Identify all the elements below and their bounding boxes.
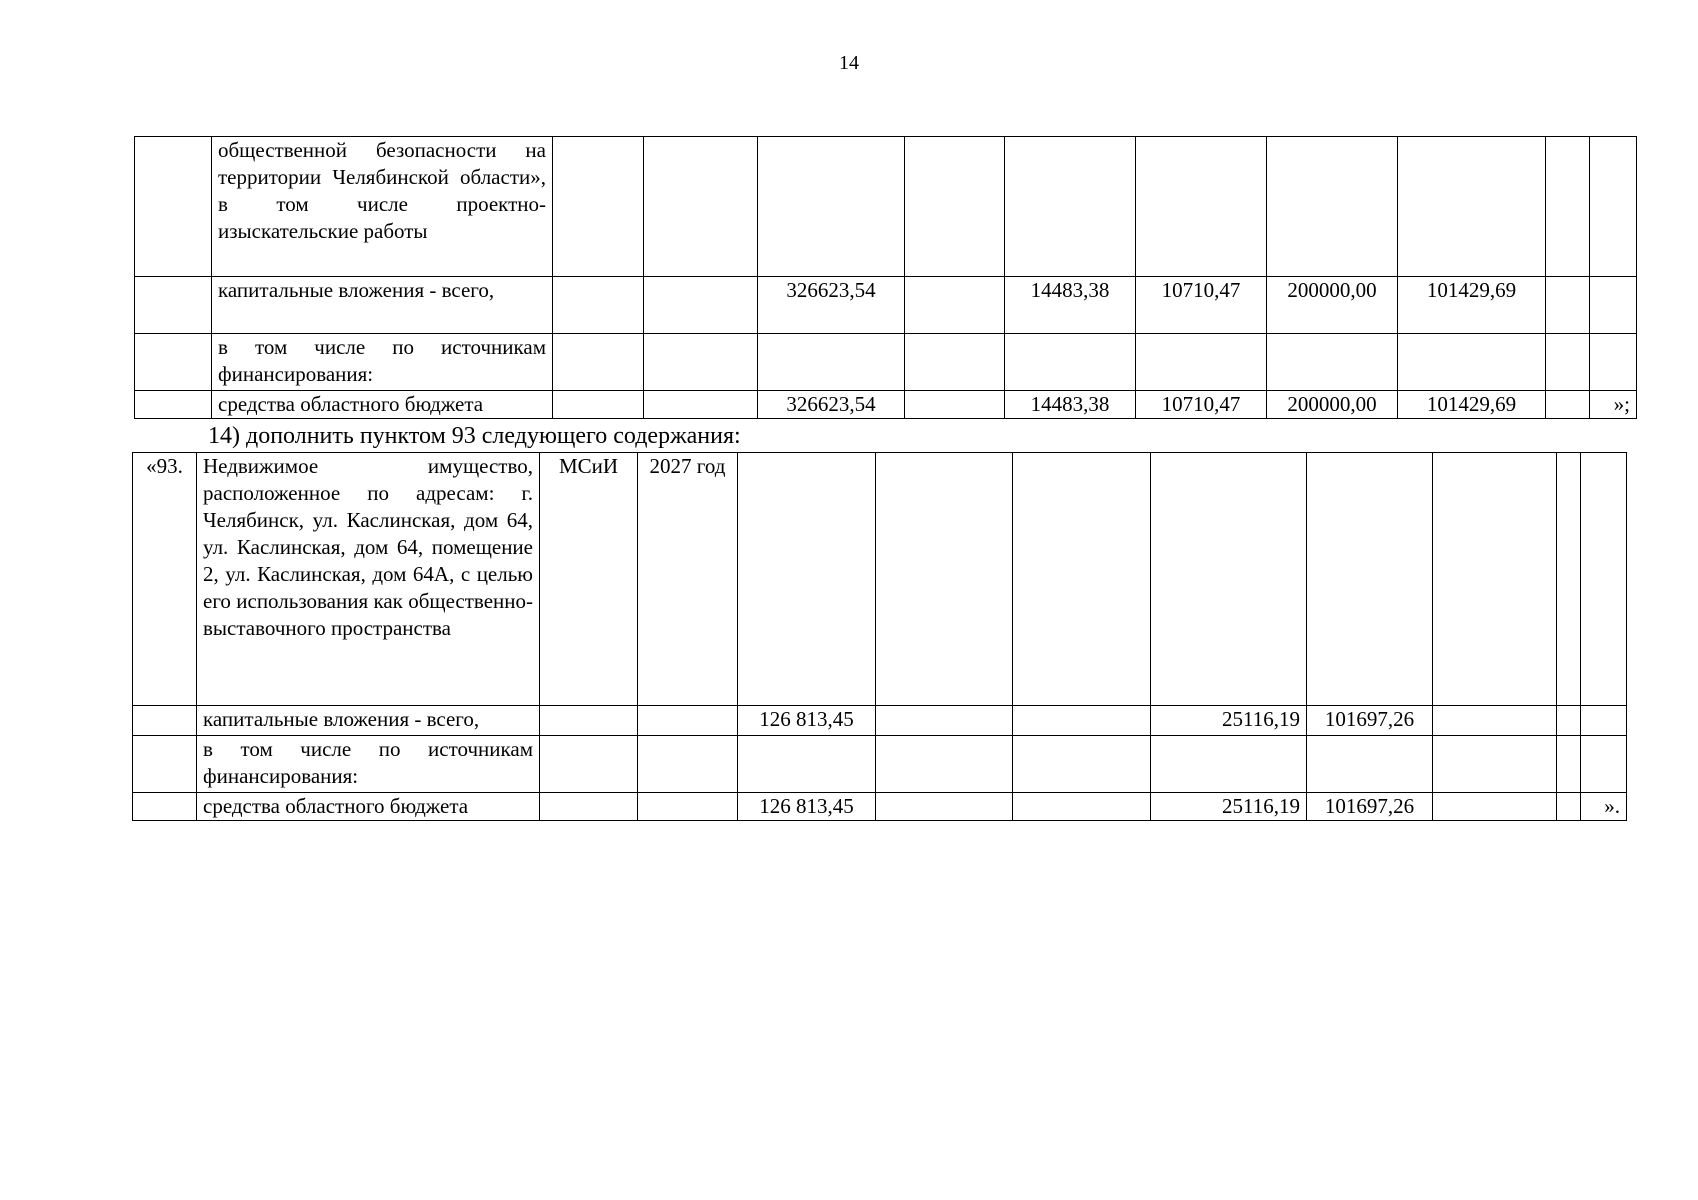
closing-mark-cell (1590, 277, 1637, 334)
amount-cell: 326623,54 (758, 277, 905, 334)
year-cell (644, 277, 758, 334)
amount-cell: 14483,38 (1005, 277, 1136, 334)
row-number (135, 391, 212, 419)
amount-cell (1307, 453, 1433, 706)
amount-cell (1267, 334, 1398, 391)
year-cell (644, 391, 758, 419)
organization-cell: МСиИ (540, 453, 638, 706)
organization-cell (540, 736, 638, 793)
amount-cell (1013, 793, 1151, 821)
closing-mark-cell (1581, 706, 1627, 736)
amount-cell (758, 137, 905, 277)
amount-cell (1307, 736, 1433, 793)
amount-cell (1005, 137, 1136, 277)
amount-cell (1433, 793, 1557, 821)
amount-cell: 101429,69 (1398, 391, 1546, 419)
amount-cell: 200000,00 (1267, 277, 1398, 334)
row-number (133, 793, 197, 821)
amount-cell (905, 391, 1005, 419)
row-number (135, 137, 212, 277)
organization-cell (553, 391, 644, 419)
amount-cell (1398, 137, 1546, 277)
amount-cell (1136, 137, 1267, 277)
year-cell (644, 137, 758, 277)
amount-cell: 326623,54 (758, 391, 905, 419)
amount-cell (1557, 736, 1581, 793)
amount-cell (1433, 736, 1557, 793)
amount-cell (1151, 736, 1307, 793)
organization-cell (540, 706, 638, 736)
amount-cell (1013, 706, 1151, 736)
object-name-cell: средства областного бюджета (197, 793, 540, 821)
amount-cell: 25116,19 (1151, 793, 1307, 821)
amount-cell (1398, 334, 1546, 391)
closing-mark-cell (1581, 736, 1627, 793)
amount-cell (1546, 137, 1590, 277)
closing-mark-cell (1581, 453, 1627, 706)
organization-cell (553, 277, 644, 334)
closing-mark-cell (1590, 137, 1637, 277)
table-row (133, 793, 1627, 821)
amount-cell: 126 813,45 (738, 793, 876, 821)
amount-cell: 101429,69 (1398, 277, 1546, 334)
amount-cell (1546, 391, 1590, 419)
closing-mark-cell: ». (1581, 793, 1627, 821)
year-cell: 2027 год (638, 453, 738, 706)
closing-mark-cell: »; (1590, 391, 1637, 419)
year-cell (638, 706, 738, 736)
object-name-cell: капитальные вложения - всего, (197, 706, 540, 736)
organization-cell (553, 137, 644, 277)
year-cell (638, 793, 738, 821)
table-row (133, 453, 1627, 706)
amount-cell (905, 137, 1005, 277)
amount-cell (905, 334, 1005, 391)
table-row (135, 334, 1637, 391)
table-row (133, 736, 1627, 793)
closing-mark-cell (1590, 334, 1637, 391)
amount-cell (876, 453, 1013, 706)
amount-cell (1136, 334, 1267, 391)
page-number: 14 (839, 52, 859, 74)
organization-cell (553, 334, 644, 391)
amount-cell: 101697,26 (1307, 706, 1433, 736)
amount-cell: 10710,47 (1136, 391, 1267, 419)
row-number (135, 334, 212, 391)
year-cell (638, 736, 738, 793)
amount-cell (905, 277, 1005, 334)
table-row (135, 277, 1637, 334)
investment-table-item-93 (132, 452, 1627, 821)
amount-cell (758, 334, 905, 391)
row-number (135, 277, 212, 334)
amount-cell (1557, 793, 1581, 821)
object-name-cell: в том числе по источникам финансирования: (197, 736, 540, 793)
amount-cell (1005, 334, 1136, 391)
amount-cell (1546, 277, 1590, 334)
amount-cell (876, 706, 1013, 736)
row-number (133, 706, 197, 736)
amount-cell (1557, 453, 1581, 706)
investment-table-continued (134, 136, 1637, 419)
amount-cell (876, 736, 1013, 793)
amount-cell: 200000,00 (1267, 391, 1398, 419)
amount-cell (1013, 453, 1151, 706)
year-cell (644, 334, 758, 391)
table-row (133, 706, 1627, 736)
object-name-cell: средства областного бюджета (212, 391, 553, 419)
amount-cell: 10710,47 (1136, 277, 1267, 334)
amount-cell (1267, 137, 1398, 277)
amount-cell (738, 453, 876, 706)
row-number: «93. (133, 453, 197, 706)
table-row (135, 391, 1637, 419)
object-name-cell: общественной безопасности на территории Челябинской области», в том числе проектно-изыскательские работы (212, 137, 553, 277)
amount-cell (1013, 736, 1151, 793)
amount-cell (1433, 453, 1557, 706)
amount-cell: 14483,38 (1005, 391, 1136, 419)
object-name-cell: Недвижимое имущество, расположенное по адресам: г. Челябинск, ул. Каслинская, дом 64, ул. Каслинская, дом 64, помещение 2, ул. Каслинская, дом 64А, с целью его использования как общественно-выставочного пространства (197, 453, 540, 706)
amount-cell (1557, 706, 1581, 736)
object-name-cell: в том числе по источникам финансирования: (212, 334, 553, 391)
amount-cell (1433, 706, 1557, 736)
amount-cell (1151, 453, 1307, 706)
amount-cell: 126 813,45 (738, 706, 876, 736)
table-row (135, 137, 1637, 277)
amount-cell (738, 736, 876, 793)
organization-cell (540, 793, 638, 821)
section-heading: 14) дополнить пунктом 93 следующего содержания: (208, 423, 741, 449)
amount-cell: 101697,26 (1307, 793, 1433, 821)
amount-cell (876, 793, 1013, 821)
amount-cell (1546, 334, 1590, 391)
object-name-cell: капитальные вложения - всего, (212, 277, 553, 334)
amount-cell: 25116,19 (1151, 706, 1307, 736)
row-number (133, 736, 197, 793)
